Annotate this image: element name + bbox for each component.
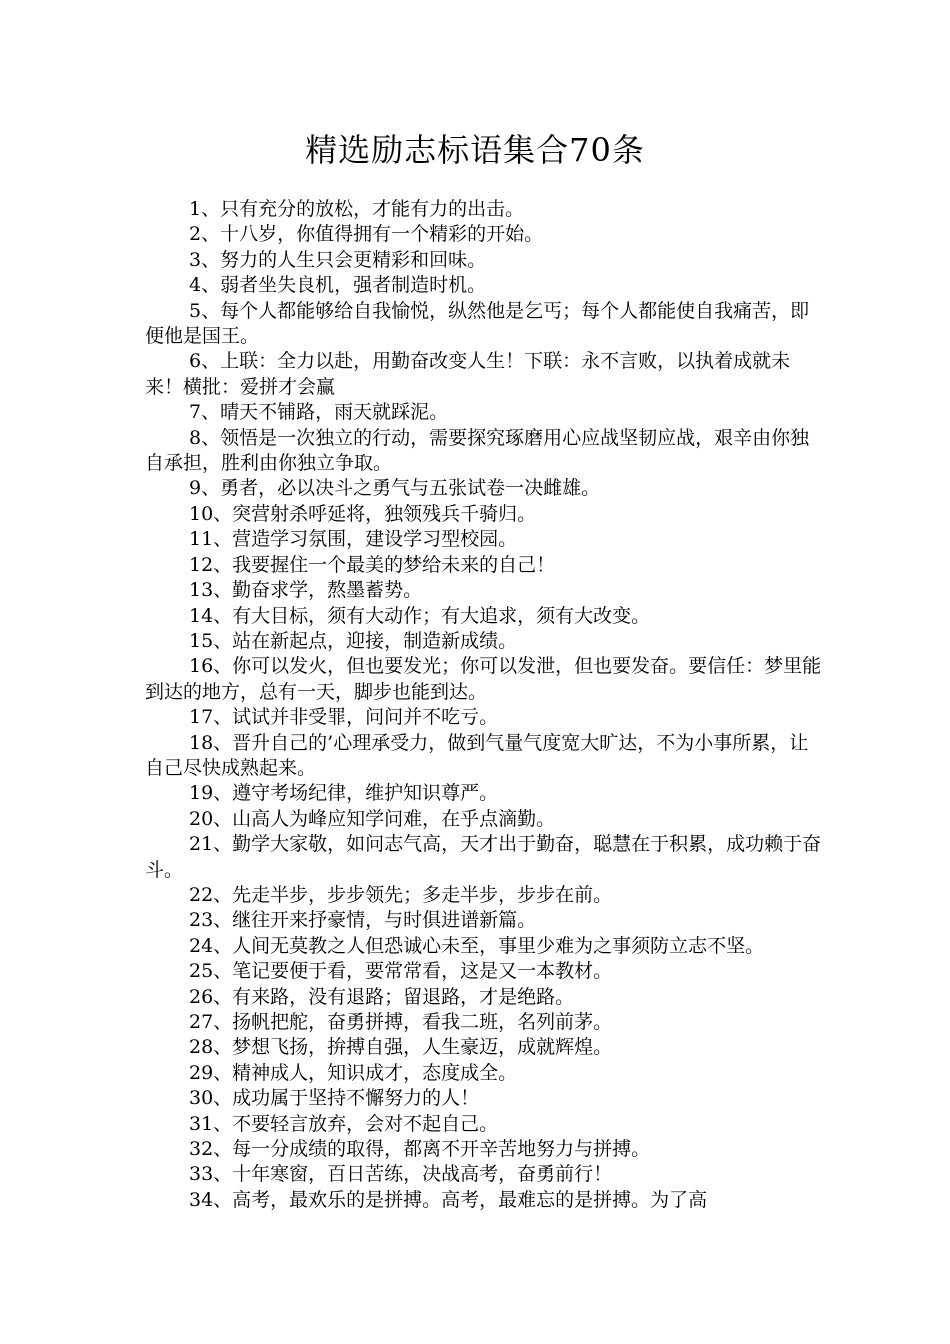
list-item: 14、有大目标，须有大动作；有大追求，须有大改变。 — [189, 604, 651, 627]
list-item: 21、勤学大家敬，如问志气高，天才出于勤奋，聪慧在于积累，成功赖于奋斗。 — [145, 833, 822, 881]
list-item: 5、每个人都能够给自我愉悦，纵然他是乞丐；每个人都能使自我痛苦，即便他是国王。 — [145, 299, 810, 348]
list-item: 7、晴天不铺路，雨天就踩泥。 — [189, 401, 449, 424]
list-item: 20、山高人为峰应知学问难，在乎点滴勤。 — [189, 807, 556, 830]
list-item: 32、每一分成绩的取得，都离不开辛苦地努力与拼搏。 — [189, 1138, 651, 1161]
list-item: 26、有来路，没有退路；留退路，才是绝路。 — [189, 985, 575, 1008]
list-item: 28、梦想飞扬，拚搏自强，人生豪迈，成就辉煌。 — [189, 1036, 613, 1059]
list-item: 15、站在新起点，迎接，制造新成绩。 — [189, 629, 518, 652]
slogan-list — [145, 197, 825, 1213]
list-item: 27、扬帆把舵，奋勇拼搏，看我二班，名列前茅。 — [189, 1011, 613, 1033]
list-item: 9、勇者，必以决斗之勇气与五张试卷一决雌雄。 — [189, 477, 601, 500]
list-item: 12、我要握住一个最美的梦给未来的自己！ — [189, 553, 556, 576]
list-item: 29、精神成人，知识成才，态度成全。 — [189, 1061, 518, 1084]
list-item: 18、晋升自己的’心理承受力，做到气量气度宽大旷达，不为小事所累，让自己尽快成熟起来。 — [145, 731, 809, 779]
list-item: 34、高考，最欢乐的是拼搏。高考，最难忘的是拼搏。为了高 — [189, 1188, 708, 1211]
list-item: 3、努力的人生只会更精彩和回味。 — [189, 248, 487, 271]
list-item: 8、领悟是一次独立的行动，需要探究琢磨用心应战坚韧应战，艰辛由你独自承担，胜利由你独立争取。 — [145, 426, 810, 475]
document-title: 精选励志标语集合70条 — [305, 131, 645, 169]
list-item: 16、你可以发火，但也要发光；你可以发泄，但也要发奋。要信任：梦里能到达的地方，总有一天，脚步也能到达。 — [145, 655, 822, 703]
list-item: 4、弱者坐失良机，强者制造时机。 — [189, 274, 487, 297]
list-item: 22、先走半步，步步领先；多走半步，步步在前。 — [189, 883, 613, 906]
list-item: 2、十八岁，你值得拥有一个精彩的开始。 — [189, 223, 544, 246]
list-item: 33、十年寒窗，百日苦练，决战高考，奋勇前行！ — [189, 1163, 613, 1186]
list-item: 11、营造学习氛围，建设学习型校园。 — [189, 528, 518, 551]
list-item: 24、人间无莫教之人但恐诚心未至，事里少难为之事须防立志不坚。 — [189, 934, 765, 957]
list-item: 19、遵守考场纪律，维护知识尊严。 — [189, 782, 499, 805]
list-item: 25、笔记要便于看，要常常看，这是又一本教材。 — [189, 960, 613, 983]
list-item: 31、不要轻言放弃，会对不起自己。 — [189, 1112, 499, 1135]
list-item: 10、突营射杀呼延将，独领残兵千骑归。 — [189, 502, 537, 525]
list-item: 1、只有充分的放松，才能有力的出击。 — [189, 198, 525, 220]
list-item: 23、继往开来抒豪情，与时俱进谱新篇。 — [189, 909, 537, 932]
list-item: 6、上联：全力以赴，用勤奋改变人生！下联：永不言败，以执着成就未来！横批：爱拼才会赢 — [145, 350, 791, 398]
list-item: 13、勤奋求学，熬墨蓄势。 — [189, 579, 423, 602]
list-item: 17、试试并非受罪，问问并不吃亏。 — [189, 706, 499, 729]
list-item: 30、成功属于坚持不懈努力的人！ — [189, 1087, 480, 1110]
